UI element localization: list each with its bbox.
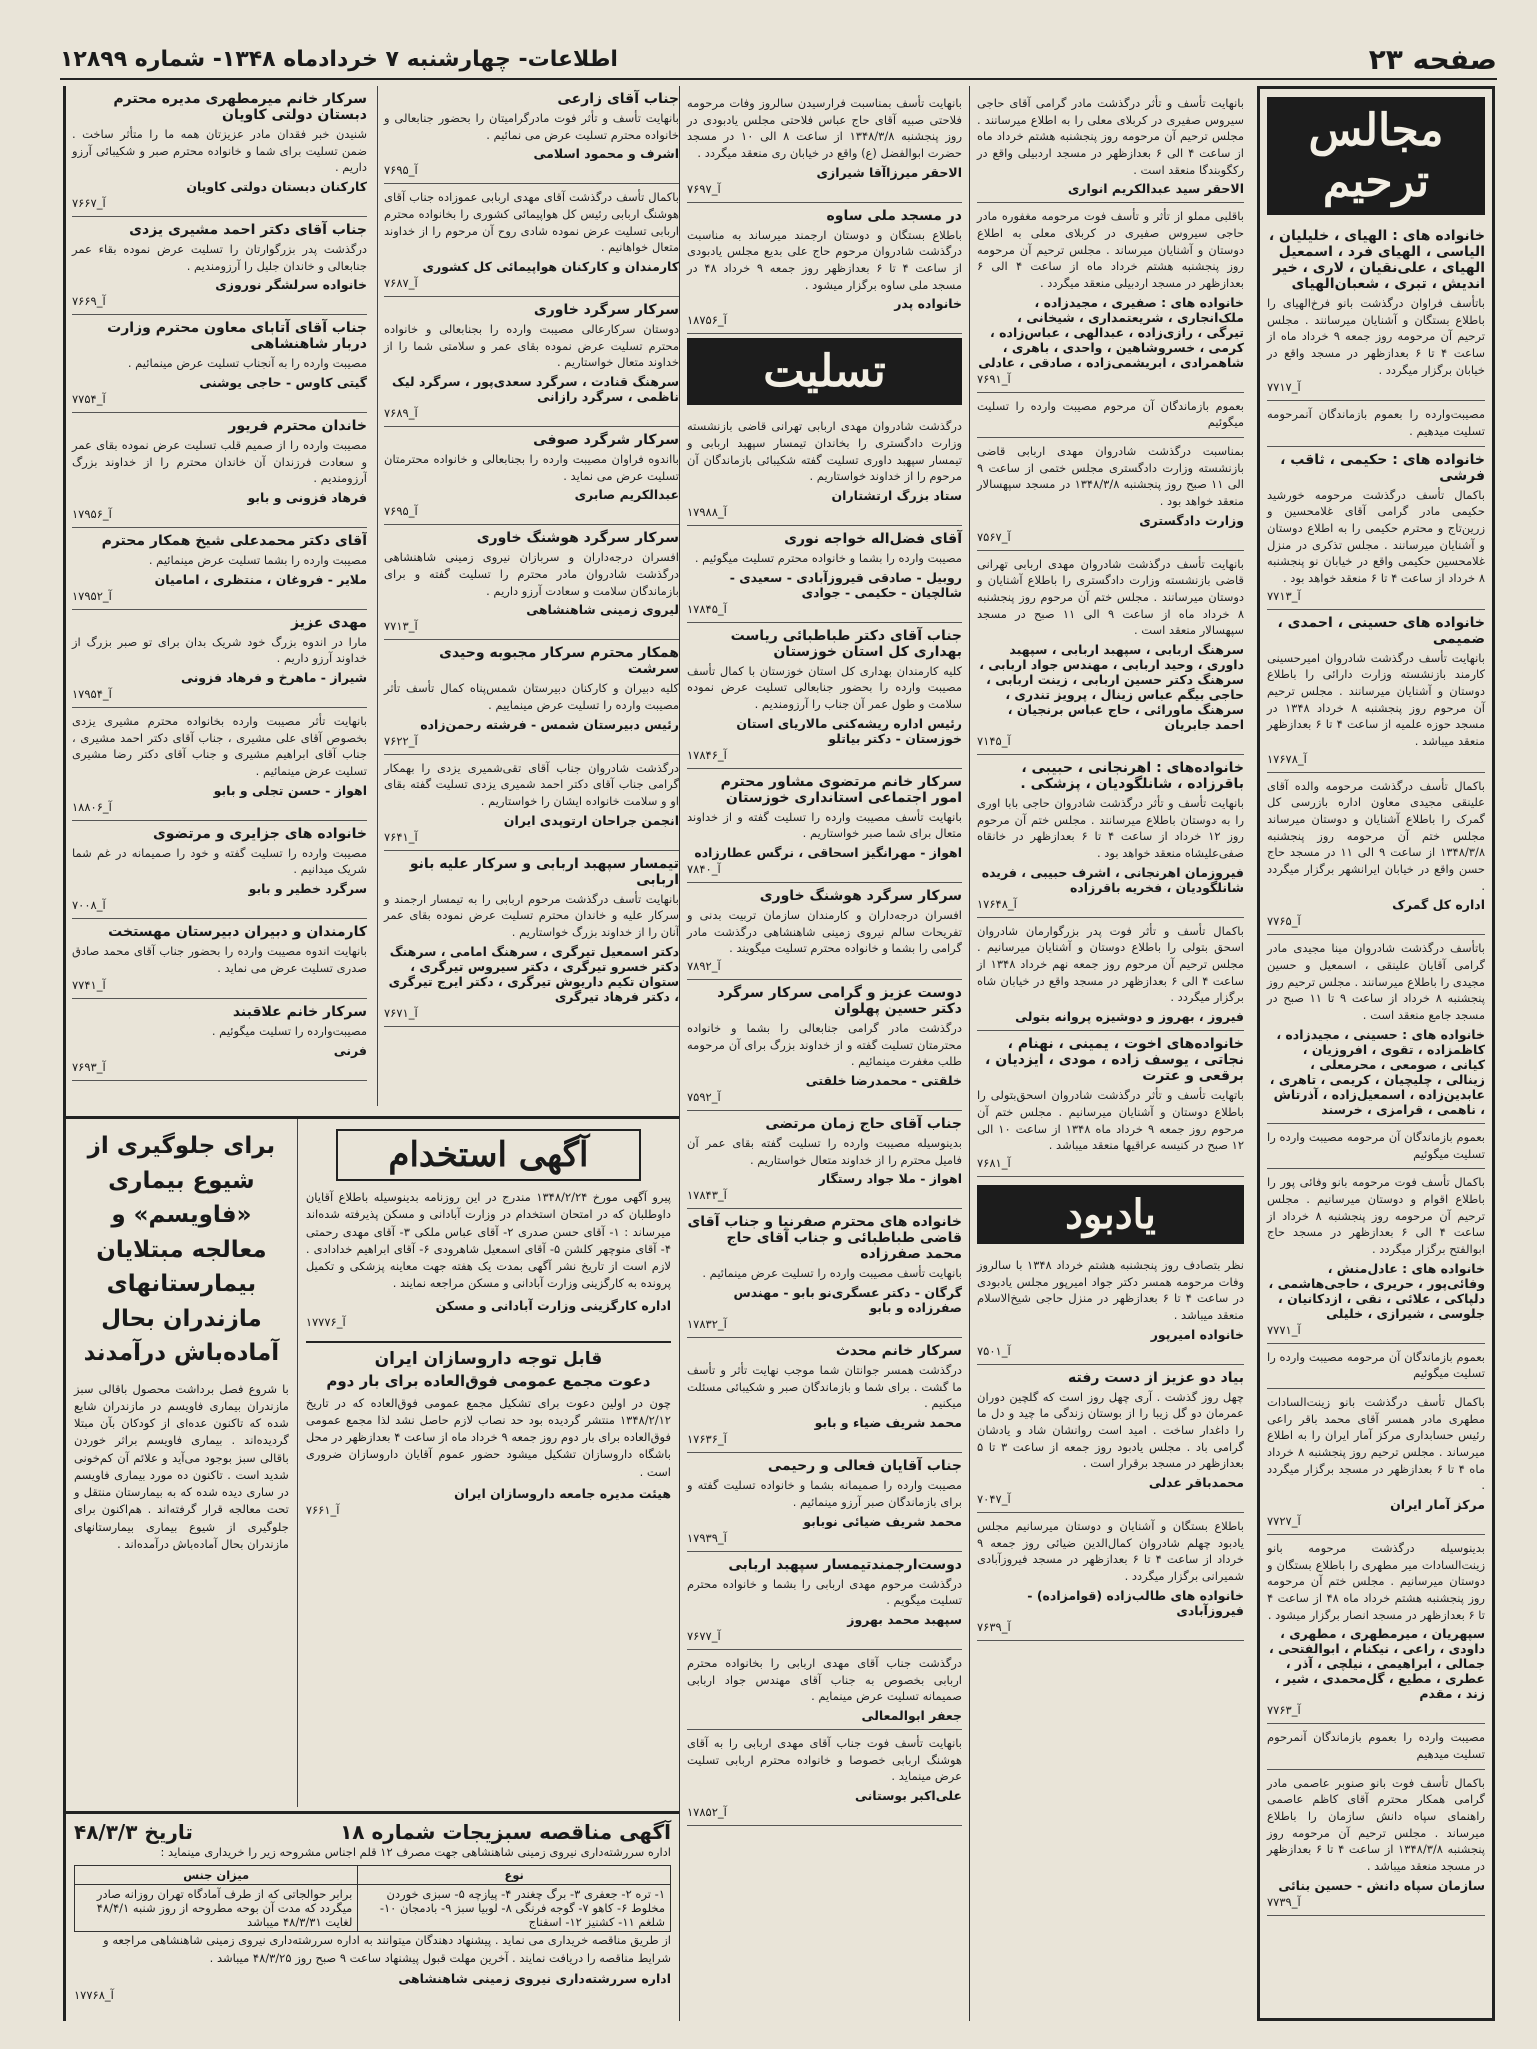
notice-item — [1267, 610, 1485, 773]
notice-item — [1267, 1124, 1485, 1169]
notice-signature: علی‌اکبر بوستانی — [854, 1787, 962, 1803]
notice-body: کلیه دبیران و کارکنان دبیرستان شمس‌پناه کمال تأسف تأثر مصیبت وارده را تسلیت عرض مینماییم . — [384, 681, 679, 713]
notice-title: جناب آقای دکتر طباطبائی ریاست بهداری کل استان خوزستان — [730, 627, 962, 660]
notice-item — [687, 413, 962, 526]
notice-code: ۷۶۳۹_آ — [977, 1619, 1011, 1634]
masthead: اطلاعات- چهارشنبه ۷ خردادماه ۱۳۴۸- شماره ۱۲۸۹۹ — [60, 46, 618, 72]
section-title-majales-tarhim: مجالس ترحیم — [1267, 97, 1485, 215]
notice-signature: خانواده های : عادل‌منش ، وفائی‌پور ، حریری ، حاجی‌هاشمی ، دلپاکی ، علائی ، نقی ، ازدکانیان ، جلوسی ، شیرازی ، خلیلی — [1268, 1260, 1485, 1321]
notice-list — [687, 413, 962, 1826]
notice-signature: کارمندان و کارکنان هواپیمائی کل کشوری — [422, 259, 679, 275]
notice-title: خانواده های : الهیای ، خلیلیان ، الیاسی ، الهیای فرد ، اسمعیل الهیای ، علی‌نقیان ، لاری ، خیر اندیش ، تبری ، شعبان‌الهیای — [1268, 228, 1485, 292]
notice-signature: ملایر - فروغان ، منتظری ، امامیان — [154, 571, 367, 587]
notice-body: بانهایت تأسف بمناسبت فرارسیدن سالروز وفات مرحومه فلاحتی صبیه آقای حاج عباس فلاحتی مجلس یادبودی در روز پنجشنبه ۱۳۴۸/۳/۸ از ساعت ۸ الی ۱۰ در مسجد حضرت ابوالفضل (ع) واقع در خیابان ری منعقد میگردد . — [687, 96, 962, 161]
notice-code: ۷۷۶۵_آ — [1267, 914, 1301, 929]
notice-code: ۷۸۹۲_آ — [687, 959, 721, 974]
notice-body: باتأسف فراوان درگذشت بانو فرخ‌الهیای را باطلاع بستگان و آشنایان میرسانند . مجلس ترحیم آن مرحومه روز جمعه ۹ خرداد ماه از ساعت ۴ تا ۶ بعدازظهر در مسجد واقع در خیابان برگزار میگردد . — [1267, 296, 1486, 377]
page-header — [60, 40, 1497, 80]
notice-list-col4 — [377, 86, 679, 1106]
notice-code: ۷۶۹۵_آ — [384, 163, 418, 178]
notice-body: مصیبت وارده را از صمیم قلب تسلیت عرض نموده بقای عمر و سعادت فرزندان آن خاندان محترم را از خداوند بزرگ آرزومندیم . — [72, 438, 367, 486]
notice-item — [72, 610, 367, 708]
tender-table-header — [75, 1866, 671, 1885]
notice-item — [687, 1730, 962, 1826]
notice-body: مصیبت‌وارده را تسلیت میگوئیم . — [211, 1024, 367, 1039]
notice-body: مصیبت وارده را بعموم بازماندگان آنمرحوم تسلیت میدهیم — [1267, 1730, 1485, 1761]
notice-title: دوست‌ارجمند‌تیمسار سپهبد اربابی — [728, 1556, 962, 1573]
notice-signature: اهواز - ملا جواد رستگار — [818, 1171, 962, 1187]
notice-title: سرکار سرگرد هوشنگ خاوری — [476, 530, 679, 547]
section-title-taslit: تسلیت — [687, 338, 962, 405]
notice-body: بدینوسیله درگذشت مرحومه بانو زینت‌السادات میر مطهری را باطلاع بستگان و دوستان میرسانیم . مجلس ختم آن مرحومه روز پنجشنبه هشتم خرداد ماه ۴۸ از ساعت ۴ تا ۶ بعدازظهر در مسجد انصار برگزار میشود . — [1267, 1540, 1485, 1622]
notice-item — [687, 90, 962, 203]
notice-code: ۷۵۶۷_آ — [977, 529, 1011, 544]
notice-signature: عبدالکریم صابری — [574, 487, 679, 503]
notice-item — [384, 297, 679, 427]
notice-item — [1267, 773, 1485, 936]
notice-list — [977, 90, 1244, 1177]
notice-signature: خانواده های : حسینی ، مجیدزاده ، کاظمزاده ، تقوی ، افروزیان ، کیانی ، صومعی ، محرمعلی ، زینالی ، چلیچیان ، کریمی ، تاهری ، عابدین‌زاده ، اسمعیل‌زاده ، آذرتاش ، ناهمی ، قرامزی ، خرسند — [1269, 1026, 1485, 1117]
notice-code: ۱۷۶۷۸_آ — [1267, 751, 1307, 766]
notice-signature: ستاد بزرگ ارتشتاران — [831, 488, 962, 504]
notice-item — [687, 1552, 962, 1650]
notice-code: ۷۱۴۵_آ — [977, 734, 1011, 749]
notice-body: باکمال تأسف فوت بانو صنوبر عاصمی مادر گرامی همکار محترم آقای کاظم عاصمی راهنمای سپاه دانش سازمان را باطلاع میرساند . مجلس ترحیم آن مرحومه روز پنجشنبه ۱۳۴۸/۳/۸ از ساعت ۴ تا ۶ بعدازظهر در مسجد منعقد میباشد . — [1267, 1775, 1486, 1873]
notice-title: آقای دکتر محمدعلی شیخ همکار محترم — [101, 533, 367, 550]
tender-code: ۱۷۷۶۸_آ — [74, 1987, 114, 2002]
notice-body: بانهایت تأسف و تأثر فوت مادرگرامیتان را بحضور جنابعالی و خانواده محترم تسلیت عرض می نمائیم . — [384, 111, 679, 142]
tender-cell-qty: برابر حوالجاتی که از طرف آمادگاه تهران روزانه صادر میگردد که مدت آن بوحه مطروحه از روز شنبه ۴۸/۴/۱ لغایت ۴۸/۳/۳۱ میباشد — [75, 1885, 358, 1932]
tender-ad — [66, 1811, 679, 2021]
notice-signature: خانواده پدر — [894, 296, 962, 312]
notice-item — [977, 90, 1244, 203]
notice-body: مصیبت‌وارده را بعموم بازماندگان آنمرحومه تسلیت میدهیم . — [1267, 407, 1485, 439]
notice-body: درگذشت مرحوم مهدی اربابی را بشما و خانواده محترم تسلیت میگویم . — [687, 1576, 962, 1608]
notice-body: باکمال تأسف فوت مرحومه بانو وفائی پور را باطلاع اقوام و دوستان میرسانیم . مجلس ترحیم آن مرحومه روز پنجشنبه ۸ خرداد از ساعت ۴ الی ۶ بعدازظهر در مسجد حاج ابوالفتح برگزار میگردد . — [1267, 1175, 1486, 1256]
notice-item — [1267, 1770, 1485, 1916]
employment-code: ۱۷۷۷۶_آ — [305, 1314, 346, 1329]
notice-signature: گیتی کاوس - حاجی یوشنی — [199, 375, 367, 391]
notice-item — [1267, 401, 1485, 446]
tender-col-qty: میزان جنس — [75, 1866, 358, 1885]
notice-signature: خانواده های : صفیری ، مجیدزاده ، ملک‌انجاری ، شریعتمداری ، شیخانی ، تیرگی ، رازی‌زاده ، عبدالهی ، عباس‌زاده ، کرمی ، خسروشاهین ، واحدی ، باهری ، شاهمرادی ، ابریشمی‌زاده ، صادقی ، عادلی — [978, 294, 1244, 370]
notice-code: ۷۶۶۷_آ — [72, 196, 106, 211]
notice-item — [72, 86, 367, 217]
notice-signature: سرگرد خطیر و بابو — [248, 881, 367, 897]
notice-signature: الاحقر سید عبدالکریم انواری — [1067, 181, 1244, 197]
notice-item — [72, 999, 367, 1081]
tender-sign-block — [74, 1967, 671, 2003]
notice-title: دوست عزیز و گرامی سرکار سرگرد دکتر حسین پهلوان — [717, 985, 962, 1018]
notice-item — [977, 1513, 1244, 1641]
notice-title: جناب آقای آتابای معاون محترم وزارت دربار شاهنشاهی — [107, 320, 367, 353]
notice-body: باکمال تأسف درگذشت مرحومه والده آقای علینقی مجیدی معاون اداره بازرسی کل گمرک را باطلاع آشنایان و دوستان میرساند مجلس ختم آن مرحومه روز پنجشنبه ۱۳۴۸/۳/۸ از ساعت ۹ الی ۱۱ در مسجد حاج حسن واقع در خیابان ایرانشهر برگزار میگردد . — [1267, 778, 1485, 893]
notice-signature: محمد شریف ضیاء و بابو — [814, 1415, 962, 1431]
notice-item — [384, 184, 679, 297]
notice-body: باتهایت تأسف و تأثر درگذشت شادروان اسحق‌بتولی را باطلاع دوستان و آشنایان میرسانیم . مجلس ختم آن مرحوم روز جمعه ۹ خرداد ماه ۱۳۴۸ از ساعت ۱۰ الی ۱۲ صبح در کنیسه عراقیها منعقد میباشد . — [977, 1088, 1244, 1153]
tender-intro: اداره سررشته‌داری نیروی زمینی شاهنشاهی جهت مصرف ۱۲ قلم اجناس مشروحه زیر را خریداری مینماید : — [160, 1845, 671, 1859]
notice-code: ۱۷۸۴۶_آ — [687, 747, 727, 762]
notice-item — [72, 217, 367, 315]
notice-title: خانواده‌های اخوت ، یمینی ، نهنام ، نجاتی ، یوسف زاده ، مودی ، ایزدیان ، برقعی و عترت — [985, 1036, 1244, 1085]
notice-body: بعموم بازماندگان آن مرحومه مصیبت وارده را تسلیت میگوئیم — [1267, 1129, 1485, 1161]
notice-body: بانهایت تأسف مصیبت وارده را تسلیت عرض مینمائیم . — [702, 1266, 962, 1281]
notice-item — [977, 551, 1244, 755]
tender-footer: از طریق مناقصه خریداری می نماید . پیشنهاد دهندگان میتوانند به اداره سررشته‌داری نیروی زمینی شاهنشاهی مراجعه و شرایط مناقصه را دریافت نمایند . آخرین مهلت قبول پیشنهاد ساعت ۹ صبح روز ۴۸/۳/۲۵ میباشد . — [103, 1933, 671, 1965]
notice-body: درگذشت شادروان مهدی اربابی تهرانی قاضی بازنشسته وزارت دادگستری را بخاندان تیمسار سپهبد اربابی و تیمسار سپهبد داوری تسلیت گفته شکیبائی بازماندگان آن مرحوم را از خداوند خواستاریم . — [687, 419, 962, 484]
notice-body: مصیبت وارده را صمیمانه بشما و خانواده تسلیت گفته و برای بازماندگان صبر آرزو مینمائیم . — [687, 1478, 962, 1509]
notice-title: سرکار خانم علاقبند — [232, 1004, 367, 1021]
tender-table — [74, 1865, 671, 1932]
notice-item — [72, 919, 367, 999]
notice-code: ۷۷۷۱_آ — [1267, 1322, 1301, 1337]
notice-code: ۱۷۸۳۲_آ — [687, 1317, 727, 1332]
notice-code: ۷۶۸۱_آ — [977, 1155, 1011, 1170]
notice-code: ۷۷۱۳_آ — [1267, 588, 1301, 603]
notice-signature: رئیس دبیرستان شمس - فرشته رحمن‌زاده — [420, 716, 679, 732]
notice-code: ۷۶۸۹_آ — [384, 406, 418, 421]
column-2 — [969, 86, 1251, 2021]
notice-signature: اهواز - مهرانگیز اسحاقی ، نرگس عطارزاده — [694, 845, 962, 861]
notice-body: نظر بتصادف روز پنجشنبه هشتم خرداد ۱۳۴۸ با سالروز وفات مرحومه همسر دکتر جواد امیرپور مجلس یادبودی در ساعت ۴ تا ۶ بعدازظهر در منزل حاجی شیخ‌الاسلام منعقد میباشد . — [977, 1257, 1245, 1322]
notice-body: درگذشت همسر جوانتان شما موجب نهایت تأثر و تأسف ما گشت . برای شما و بازماندگان صبر و شکیبائی مسئلت میکنیم . — [687, 1363, 962, 1411]
notice-item — [977, 203, 1244, 392]
notice-item — [687, 769, 962, 883]
notice-body: باطلاع بستگان و دوستان ارجمند میرساند به مناسبت درگذشت شادروان مرحوم حاج علی بدیع مجلس یادبودی از ساعت ۴ تا ۶ بعدازظهر روز جمعه ۹ خرداد ۴۸ در مسجد ملی ساوه برگزار میشود . — [687, 227, 962, 292]
employment-body: پیرو آگهی مورخ ۱۳۴۸/۲/۲۴ مندرج در این روزنامه بدینوسیله باطلاع آقایان داوطلبان که در امتحان استخدام در وزارت آبادانی و مسکن پذیرفته شده‌اند میرساند : ۱- آقای حسن صدری ۲- آقای عباس ملکی ۳- آقای مهدی رحمتی ۴- آقای منوچهر کلشن ۵- آقای اسمعیل شاهرودی ۶- آقای ابراهیم خدادادی . لازم است از تاریخ نشر آگهی بمدت یک هفته جهت معاینه پزشکی و تکمیل پرونده به کارگزینی وزارت آبادانی و مسکن مراجعه نمایند . — [305, 1190, 672, 1291]
notice-item — [687, 526, 962, 623]
notice-code: ۱۷۸۴۳_آ — [687, 1188, 727, 1203]
notice-title: خانواده های : حکیمی ، ثاقب ، فرشی — [1280, 451, 1485, 484]
column-3 — [679, 86, 969, 2021]
notice-item — [1267, 1344, 1485, 1389]
notice-item — [977, 755, 1244, 918]
notice-item — [687, 203, 962, 335]
column-obituaries — [1257, 86, 1495, 2021]
notice-signature: سرهنگ قنادت ، سرگرد سعدی‌پور ، سرگرد لیک ناظمی ، سرگرد رازانی — [392, 374, 679, 405]
notice-body: بعموم بازماندگان آن مرحومه مصیبت وارده را تسلیت میگوئیم — [1267, 1349, 1485, 1381]
notice-item — [72, 821, 367, 919]
notice-signature: سپهریان ، میرمطهری ، مطهری ، داودی ، راعی ، نیکنام ، ابوالفتحی ، جمالی ، ابراهیمی ، نیلچی ، آذر ، عطری ، مطیع ، گل‌محمدی ، شیر ، زند ، مقدم — [1268, 1626, 1485, 1702]
upper-left-block — [66, 86, 679, 1106]
notice-code: ۱۷۹۵۴_آ — [72, 687, 112, 702]
notice-list-col5 — [66, 86, 367, 1106]
pharmacists-body: چون در اولین دعوت برای تشکیل مجمع عمومی فوق‌العاده که در تاریخ ۱۳۴۸/۲/۱۲ منتشر گردیده بود حد نصاب لازم حاصل نشد لذا مجمع عمومی فوق‌العاده برای بار دوم روز جمعه ۹ خرداد ماه از ساعت ۴ بعدازظهر در محل باشگاه داروسازان تشکیل میشود حضور عموم آقایان داروسازان ضروری است . — [305, 1395, 671, 1479]
notice-item — [1267, 935, 1485, 1123]
notice-signature: وزارت دادگستری — [1139, 512, 1244, 528]
notice-list — [1267, 223, 1485, 1916]
notice-item — [687, 980, 962, 1111]
notice-item — [384, 755, 679, 851]
section-title-yadbud: یادبود — [977, 1185, 1244, 1244]
notice-signature: فیروزمان اهرنجانی ، اشرف حبیبی ، فریده شانلگودیان ، فخریه باقرزاده — [981, 864, 1244, 895]
notice-code: ۷۷۴۱_آ — [72, 978, 106, 993]
notice-body: بعموم بازماندگان آن مرحوم مصیبت وارده را تسلیت میگوئیم — [977, 398, 1244, 430]
notice-code: ۷۷۳۹_آ — [1267, 1894, 1301, 1909]
notice-item — [687, 883, 962, 980]
notice-item — [1267, 1724, 1485, 1769]
lower-inner — [66, 1119, 679, 1807]
lower-left-block — [66, 1116, 679, 2021]
notice-title: تیمسار سپهبد اربابی و سرکار علیه بانو اربابی — [409, 855, 679, 888]
notice-signature: رئیس اداره ریشه‌کنی مالاریای استان خوزستان - دکتر بیاتلو — [736, 715, 962, 746]
notice-title: سرکار شرگرد صوفی — [533, 432, 679, 449]
notice-title: جناب آقای دکتر احمد مشیری یزدی — [129, 222, 367, 239]
notice-item — [687, 1338, 962, 1453]
notice-signature: فرهاد فزونی و بابو — [247, 490, 367, 506]
column-left-block — [63, 86, 679, 2021]
notice-signature: اهواز - حسن تجلی و بابو — [213, 782, 367, 798]
notice-code: ۷۰۴۷_آ — [977, 1491, 1011, 1506]
notice-list — [687, 90, 962, 334]
notice-item — [1267, 1389, 1485, 1535]
notice-body: باقلبی مملو از تأثر و تأسف فوت مرحومه مغفوره مادر حاجی سیروس صفیری در کربلای معلی به اطلاع دوستان و آشنایان میرساند . مجلس ترحیم آن مرحومه روز پنجشنبه هشتم خرداد ماه از ساعت ۴ الی ۶ بعدازظهر در مسجد اردبیلی منعقد میگردد . — [977, 209, 1244, 291]
notice-code: ۷۷۲۷_آ — [1267, 1513, 1301, 1528]
notice-signature: سپهبد محمد بهروز — [847, 1611, 962, 1627]
notice-body: افسران درجه‌داران و سربازان نیروی زمینی شاهنشاهی درگذشت شادروان مادر محترم را تسلیت گفته و برای بازماندگان سلامت و سعادت آرزو داریم . — [384, 550, 679, 598]
notice-body: بانهایت تأسف مصیبت وارده را تسلیت گفته و از خداوند متعال برای شما صبر خواستاریم . — [687, 809, 962, 841]
notice-code: ۷۷۶۳_آ — [1267, 1703, 1301, 1718]
notice-item — [687, 1650, 962, 1730]
notice-signature: سرهنگ اربابی ، سپهبد اربابی ، سپهبد داوری ، وحید اربابی ، مهندس جواد اربابی ، سرهنگ دکتر حسین اربابی ، زینت اربابی ، حاجی بیگم عباس زینال ، پرویز تندری ، سرهنگ ماورائی ، حاج عباس برنجیان ، احمد جابریان — [979, 642, 1244, 733]
pharmacists-title: قابل توجه داروسازان ایران — [306, 1341, 671, 1369]
notice-signature: فیروز ، بهروز و دوشیزه پروانه بتولی — [1015, 1009, 1244, 1025]
notice-code: ۱۸۸۰۶_آ — [72, 799, 112, 814]
notice-code: ۷۰۰۸_آ — [72, 898, 106, 913]
notice-signature: فرنی — [333, 1043, 367, 1059]
page-number: صفحه ۲۳ — [1368, 42, 1497, 76]
notice-item — [687, 1111, 962, 1209]
two-column-grid — [66, 86, 679, 1106]
notice-item — [384, 427, 679, 525]
notice-title: خانواده های حسینی ، احمدی ، ضمیمی — [1277, 614, 1485, 647]
notice-body: شنیدن خبر فقدان مادر عزیزتان همه ما را متأثر ساخت . ضمن تسلیت برای شما و خانواده محترم صبر و شکیبائی آرزو داریم . — [72, 127, 367, 175]
notice-code: ۱۸۷۵۶_آ — [687, 313, 727, 328]
notice-body: دوستان سرکارعالی مصیبت وارده را بجنابعالی و خانواده محترم تسلیت عرض نموده بقای عمر و سلامتی شما را از خداوند متعال خواستاریم . — [384, 322, 679, 370]
notice-signature: محمدباقر عدلی — [1148, 1474, 1244, 1490]
notice-signature: روبیل - صادقی قیروزآبادی - سعیدی - شالچیان - حکیمی - جوادی — [729, 569, 962, 600]
notice-body: باکمال تأسف درگذشت مرحومه خورشید حکیمی مادر گرامی آقای غلامحسین و زرین‌تاج و محترم حکیمی را به اطلاع دوستان و آشنایان میرسانند . مجلس تذکری در منزل غلامحسین حکیمی واقع در خیابان نو پنجشنبه ۸ خرداد از ساعت ۴ تا ۶ منعقد خواهد بود . — [1267, 487, 1485, 586]
notice-title: سرکار خانم محدث — [835, 1343, 962, 1360]
notice-code: ۷۷۵۴_آ — [72, 392, 106, 407]
notice-item — [977, 393, 1244, 438]
notice-signature: اشرف و محمود اسلامی — [533, 146, 679, 162]
notice-signature: خانواده های طالب‌زاده (قوامزاده) - فیروزآبادی — [1027, 1587, 1244, 1618]
notice-code: ۷۷۱۷_آ — [1267, 380, 1301, 395]
notice-title: خاندان محترم فریور — [228, 418, 367, 435]
notice-body: بانهایت تأثر مصیبت وارده بخانواده محترم مشیری یزدی بخصوص آقای علی مشیری ، جناب آقای دکتر احمد مشیری ، جناب آقای ابراهیم مشیری و جناب آقای دکتر رضا مشیری تسلیت عرض مینمائیم . — [72, 714, 367, 779]
notice-item — [1267, 223, 1485, 401]
notice-signature: اداره کل گمرک — [1392, 897, 1485, 913]
pharmacists-subtitle: دعوت مجمع عمومی فوق‌العاده برای بار دوم — [326, 1371, 651, 1390]
notice-body: بانهایت اندوه مصیبت وارده را بحضور جناب آقای محمد صادق صدری تسلیت عرض می نماید . — [72, 944, 367, 975]
notice-code: ۷۶۹۱_آ — [977, 371, 1011, 386]
notice-title: سرکار سرگرد خاوری — [533, 302, 679, 319]
notice-code: ۷۶۸۷_آ — [384, 276, 418, 291]
notice-code: ۷۶۹۷_آ — [687, 181, 721, 196]
notice-code: ۱۷۹۵۶_آ — [72, 507, 112, 522]
notice-title: جناب آقای حاج زمان مرتضی — [765, 1116, 962, 1133]
notice-item — [687, 1453, 962, 1551]
notice-body: بمناسبت درگذشت شادروان مهدی اربابی قاضی بازنشسته وزارت دادگستری مجلس ختمی از ساعت ۹ الی ۱۱ صبح روز پنجشنبه ۱۳۴۸/۳/۸ در مسجد سپهسالار منعقد خواهد بود . — [977, 444, 1244, 509]
notice-code: ۷۶۷۱_آ — [384, 1005, 418, 1020]
notice-item — [72, 315, 367, 413]
notice-code: ۷۶۲۲_آ — [384, 733, 418, 748]
notice-title: جناب آقایان فعالی و رحیمی — [767, 1458, 962, 1475]
notice-signature: لیروی زمینی شاهنشاهی — [526, 602, 679, 618]
notice-body: درگذشت جناب آقای مهدی اربابی را بخانواده محترم اربابی بخصوص به جناب آقای مهندس جواد اربابی صمیمانه تسلیت عرض مینمایم . — [687, 1655, 962, 1704]
notice-signature: گرگان - دکتر عسگری‌نو بابو - مهندس صفرزاده و بابو — [733, 1285, 962, 1316]
notice-signature: مرکز آمار ایران — [1390, 1496, 1485, 1512]
notice-body: مصیبت وارده را بشما و خانواده محترم تسلیت میگوئیم . — [694, 551, 962, 566]
tender-sign: اداره سررشته‌داری نیروی زمینی شاهنشاهی — [398, 1970, 671, 1986]
notice-signature: خانواده امیرپور — [1150, 1326, 1244, 1342]
notice-body: بانهایت تأسف درگذشت شادروان امیرحسینی کارمند بازنشسته وزارت دارائی را باطلاع دوستان و آشنایان میرسانند . مجلس ترحیم آن مرحوم روز پنجشنبه ۸ خرداد ۱۳۴۸ در مسجد حوزه علمیه از ساعت ۴ تا ۶ بعدازظهر منعقد میباشد . — [1267, 650, 1486, 749]
notice-item — [977, 1031, 1244, 1177]
notice-body: بانهایت تأسف درگذشت مرحوم اربابی را به تیمسار ارجمند و سرکار علیه و خاندان محترم تسلیت عرض نموده بقای عمر آنان را از خداوند بزرگ خواستاریم . — [384, 891, 679, 940]
notice-title: سرکار سرگرد هوشنگ خاوری — [759, 888, 962, 905]
pharmacists-sign: هیئت مدیره جامعه داروسازان ایران — [454, 1485, 671, 1501]
notice-item — [1267, 1535, 1485, 1724]
notice-list — [977, 1252, 1244, 1641]
notice-body: باکمال تأسف درگذشت آقای مهدی اربابی عموزاده جناب آقای هوشنگ اربابی رئیس کل هواپیمائی کشوری را بخانواده محترم اربابی تسلیت عرض نموده شادی روح آن مرحوم را از خداوند متعال خواهانیم . — [384, 190, 679, 255]
notice-item — [977, 1365, 1244, 1513]
notice-body: مصیبت وارده را بشما تسلیت عرض مینمائیم . — [148, 553, 367, 568]
notice-body: افسران درجه‌داران و کارمندان سازمان تربیت بدنی و تفریحات سالم نیروی زمینی شاهنشاهی درگذشت مادر گرامی را بشما و خانواده محترم تسلیت میگویند . — [687, 908, 962, 956]
notice-body: درگذشت مادر گرامی جنابعالی را بشما و خانواده محترمتان تسلیت گفته و از خداوند بزرگ برای آن مرحومه طلب مغفرت مینمائیم . — [687, 1021, 962, 1069]
notice-body: مصیبت وارده را به آنجناب تسلیت عرض مینمائیم . — [127, 356, 367, 371]
notice-signature: خلقتی - محمدرضا خلقتی — [805, 1073, 962, 1089]
notice-title: آقای فضل‌اله خواجه نوری — [784, 531, 962, 548]
pharmacists-sign-block — [306, 1481, 671, 1519]
notice-item — [1267, 1169, 1485, 1343]
employment-title: آگهی استخدام — [336, 1129, 641, 1181]
notice-item — [72, 528, 367, 610]
employment-ad — [297, 1119, 679, 1807]
notice-body: بدینوسیله مصیبت وارده را تسلیت گفته بقای عمر آن فامیل محترم را از خداوند متعال خواستاریم . — [687, 1136, 962, 1167]
notice-signature: شیراز - ماهرخ و فرهاد فزونی — [180, 670, 367, 686]
notice-signature: کارکنان دبستان دولتی کاویان — [186, 179, 367, 195]
notice-title: سرکار خانم میرمطهری مدیره محترم دبستان دولتی کاویان — [113, 91, 367, 123]
notice-code: ۷۷۱۳_آ — [384, 619, 418, 634]
tender-heading — [74, 1820, 671, 1844]
notice-item — [384, 851, 679, 1027]
notice-body: درگذشت پدر بزرگوارتان را تسلیت عرض نموده بقاء عمر جنابعالی و خاندان جلیل را آرزومندیم . — [72, 242, 367, 273]
columns — [62, 86, 1495, 2021]
notice-title: در مسجد ملی ساوه — [826, 207, 962, 224]
tender-title: آگهی مناقصه سبزیجات شماره ۱۸ — [340, 1820, 671, 1844]
tender-table-body — [75, 1885, 671, 1932]
employment-sign-block — [306, 1293, 671, 1331]
hospital-headline: برای جلوگیری از شیوع بیماری «فاویسم» و معالجه مبتلایان بیمارستانهای مازندران بحال آماده‌باش درآمدند — [83, 1133, 280, 1366]
notice-item — [687, 1209, 962, 1338]
notice-code: ۱۷۹۵۲_آ — [72, 588, 112, 603]
notice-code: ۷۵۰۱_آ — [977, 1343, 1011, 1358]
notice-body: باکمال تأسف و تأثر فوت پدر بزرگوارمان شادروان اسحق بتولی را باطلاع دوستان و آشنایان میرسانیم . مجلس ترحیم آن مرحوم روز جمعه نهم خرداد ۱۳۴۸ از ساعت ۴ الی ۶ بعدازظهر در مسجد واقع در خیابان شاه برگزار میگردد . — [977, 923, 1244, 1005]
notice-body: بانهایت تأسف فوت جناب آقای مهدی اربابی را به آقای هوشنگ اربابی خصوصا و خانواده محترم اربابی تسلیت عرض مینماید . — [687, 1735, 962, 1784]
tender-row — [75, 1885, 671, 1932]
notice-item — [384, 525, 679, 640]
notice-item — [977, 918, 1244, 1031]
notice-title: بیاد دو عزیز از دست رفته — [1068, 1369, 1244, 1386]
notice-signature: انجمن جراحان ارتوپدی ایران — [503, 812, 679, 828]
notice-title: سرکار خانم مرتضوی مشاور محترم امور اجتماعی استانداری خوزستان — [720, 773, 962, 806]
tender-date: تاریخ ۴۸/۳/۳ — [74, 1820, 193, 1844]
notice-item — [384, 86, 679, 184]
notice-body: مارا در اندوه بزرگ خود شریک بدان برای تو صبر بزرگ از خداوند آرزو داریم . — [72, 634, 367, 666]
notice-body: کلیه کارمندان بهداری کل استان خوزستان با کمال تأسف مصیبت وارده را بحضور جنابعالی تسلیت عرض نموده سلامت و طول عمر آن جناب را آرزومندیم . — [687, 663, 962, 712]
notice-signature: جعفر ابوالمعالی — [861, 1707, 962, 1723]
pharmacists-code: ۷۶۶۱_آ — [305, 1502, 340, 1517]
notice-body: بانهایت تأسف و تأثر درگذشت مادر گرامی آقای حاجی سیروس صفیری در کربلای معلی را به اطلاع میرسانند . مجلس ترحیم آن مرحومه روز پنجشنبه هشتم خرداد ماه از ساعت ۴ الی ۶ بعدازظهر در مسجد اردبیلی واقع در رکگوبندگا منعقد است . — [977, 96, 1244, 177]
notice-code: ۱۷۹۳۹_آ — [687, 1530, 727, 1545]
notice-signature: محمد شریف ضیائی نوبابو — [803, 1513, 962, 1529]
notice-item — [72, 413, 367, 528]
notice-code: ۱۷۶۴۸_آ — [977, 896, 1017, 911]
notice-body: مصیبت وارده را تسلیت گفته و خود را صمیمانه در غم شما شریک میدانیم . — [72, 845, 367, 877]
notice-body: باتأسف درگذشت شادروان مینا مجیدی مادر گرامی آقایان علینقی ، اسمعیل و حسین مجیدی را باطلاع میرسانند . مجلس ترحیم روز پنجشنبه ۸ خرداد از ساعت ۹ تا ۱۱ صبح در مسجد جامع منعقد است . — [1267, 941, 1485, 1023]
notice-body: باطلاع بستگان و آشنایان و دوستان میرسانیم مجلس یادبود چهلم شادروان کمال‌الدین ضیائی روز جمعه ۹ خرداد از ساعت ۴ تا ۶ بعدازظهر در مسجد فیروزآبادی شمیرانی برگزار میگردد . — [977, 1518, 1245, 1583]
notice-code: ۷۶۹۵_آ — [384, 504, 418, 519]
employment-sign: اداره کارگزینی وزارت آبادانی و مسکن — [435, 1297, 671, 1313]
notice-code: ۷۶۴۱_آ — [384, 829, 418, 844]
notice-code: ۱۷۶۳۶_آ — [687, 1432, 727, 1447]
notice-code: ۷۵۹۲_آ — [687, 1090, 721, 1105]
tender-cell-type: ۱- تره ۲- جعفری ۳- برگ چغندر ۴- پیازچه ۵- سبزی خوردن مخلوط ۶- کاهو ۷- گوجه فرنگی ۸- لوبیا سبز ۹- بادمجان ۱۰- شلغم ۱۱- کشنیز ۱۲- اسفناج — [358, 1885, 671, 1932]
notice-item — [72, 708, 367, 821]
notice-body: بانهایت تأسف درگذشت شادروان مهدی اربابی تهرانی قاضی بازنشسته وزارت دادگستری را باطلاع آشنایان و دوستان میرسانند . مجلس ختم آن مرحوم روز پنجشنبه ۸ خرداد ماه از ساعت ۹ الی ۱۱ صبح در مسجد سپهسالار منعقد است . — [977, 556, 1244, 638]
notice-signature: الاحقر میرزاآقا شیرازی — [816, 164, 962, 180]
notice-code: ۱۷۸۴۵_آ — [687, 601, 727, 616]
notice-code: ۷۶۷۷_آ — [687, 1628, 721, 1643]
notice-item — [687, 623, 962, 769]
hospital-news — [66, 1119, 297, 1807]
notice-title: کارمندان و دبیران دبیرستان مهستخت — [108, 924, 367, 941]
notice-body: چهل روز گذشت . آری چهل روز است که گلچین دوران عمرمان دو گل زیبا را از بوستان زندگی ما چید و دل ما را داغدار ساخت . امید است روانشان شاد و یادشان گرامی باد . مجلس یادبود روز جمعه از ساعت ۳ تا ۵ بعدازظهر در مسجد برقرار است . — [977, 1389, 1244, 1471]
notice-item — [977, 438, 1244, 551]
notice-signature: دکتر اسمعیل تیرگری ، سرهنگ امامی ، سرهنگ دکتر خسرو تیرگری ، دکتر سیروس تیرگری ، ستوان تکیم داریوش تیرگری ، دکتر ایرج تیرگری ، دکتر فرهاد تیرگری — [388, 943, 679, 1004]
notice-body: درگذشت شادروان جناب آقای تقی‌شمیری یزدی را بهمکار گرامی جناب آقای دکتر احمد شمیری یزدی تسلیت گفته بقای او و سلامت خانواده ایشان را خواستاریم . — [384, 760, 679, 809]
notice-code: ۷۶۶۹_آ — [72, 294, 106, 309]
notice-body: بااندوه فراوان مصیبت وارده را بجنابعالی و خانواده محترمتان تسلیت عرض می نماید . — [384, 452, 679, 483]
notice-item — [384, 640, 679, 754]
notice-code: ۱۷۹۸۸_آ — [687, 505, 727, 520]
notice-signature: خانواده سرلشگر نوروزی — [215, 277, 367, 293]
notice-title: خانواده های جزایری و مرتضوی — [152, 825, 367, 842]
notice-title: خانواده های محترم صفرنیا و جناب آقای قاضی طباطبائی و جناب آقای حاج محمد صفرزاده — [687, 1214, 962, 1263]
notice-code: ۷۶۹۳_آ — [72, 1060, 106, 1075]
notice-title: همکار محترم سرکار مجبوبه وحیدی سرشت — [439, 645, 679, 678]
notice-item — [1267, 447, 1485, 610]
notice-body: بانهایت تأسف و تأثر درگذشت شادروان حاجی بابا اوری را به دوستان باطلاع میرسانند . مجلس ختم آن مرحوم روز ۱۲ خرداد از ساعت ۴ تا ۶ بعدازظهر در خانقاه صفی‌علیشاه منعقد خواهد بود . — [977, 796, 1244, 861]
tender-col-type: نوع — [358, 1866, 671, 1885]
notice-signature: سازمان سپاه دانش - حسین بنائی — [1278, 1877, 1485, 1893]
hospital-body: با شروع فصل برداشت محصول باقالی سبز مازندران بیماری فاویسم در مازندران شایع شده که تاکنون عده‌ای از کودکان بآن مبتلا گردیده‌اند . بیماری فاویسم براثر خوردن باقالی سبز بوجود می‌آید و علائم آن کم‌خونی شدید است . تاکنون ده مورد بیماری فاویسم در ساری دیده شده که به بیمارستان منتقل و تحت معالجه قرار گرفته‌اند . هم‌اکنون برای جلوگیری از شیوع بیماری بیمارستانهای مازندران بحال آماده‌باش درآمده‌اند . — [74, 1381, 289, 1551]
notice-title: مهدی عزیز — [291, 614, 367, 631]
notice-item — [977, 1252, 1244, 1365]
notice-title: خانواده‌های : اهرنجانی ، حبیبی ، باقرزاده ، شانلگودیان ، پزشکی . — [1020, 760, 1244, 793]
notice-code: ۱۷۸۵۲_آ — [687, 1804, 727, 1819]
notice-title: جناب آقای زارعی — [557, 91, 679, 107]
notice-body: باکمال تأسف درگذشت بانو زینت‌السادات مطهری مادر همسر آقای محمد باقر راعی رئیس حسابداری مرکز آمار ایران را به اطلاع میرساند . مجلس ترحیم روز پنجشنبه ۸ خرداد ماه ۴ تا ۶ بعدازظهر در مسجد برگزار میگردد . — [1267, 1394, 1486, 1493]
notice-code: ۷۸۴۰_آ — [687, 862, 721, 877]
